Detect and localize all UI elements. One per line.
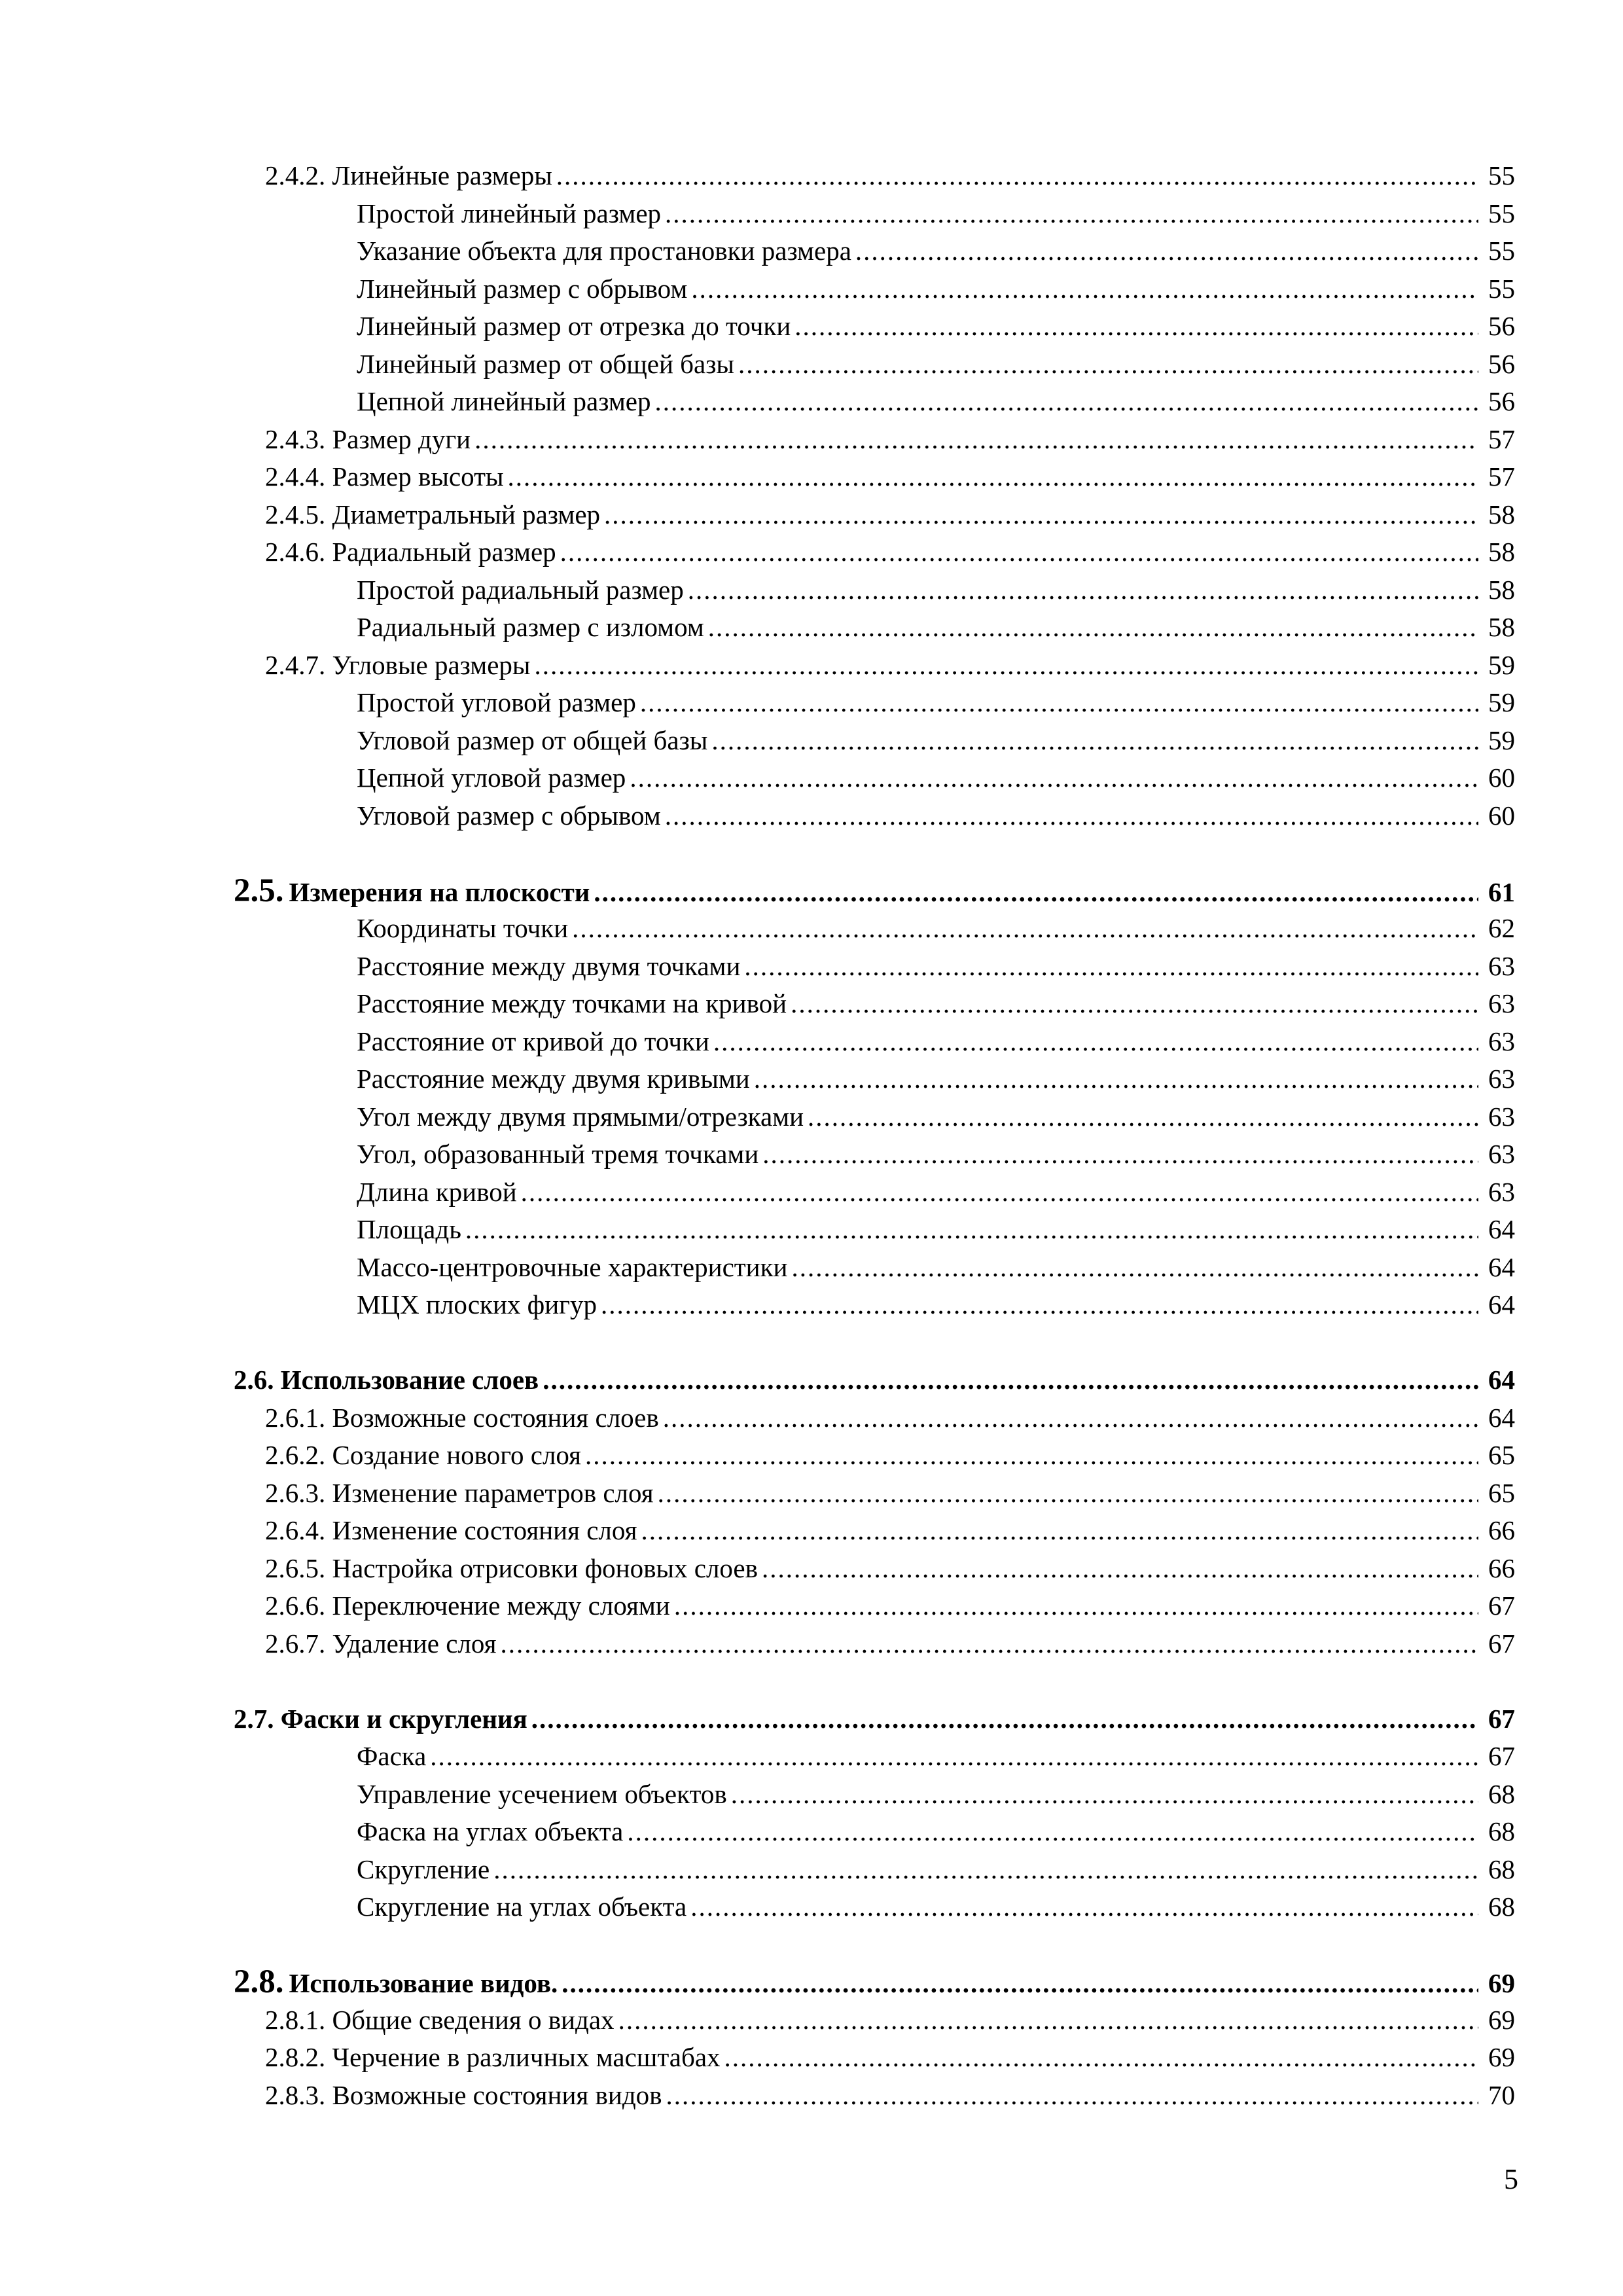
toc-entry-title: Указание объекта для простановки размера <box>357 236 851 266</box>
toc-page-number: 58 <box>1488 574 1515 605</box>
toc-entry-title: Фаска <box>357 1741 427 1771</box>
toc-leader-dots <box>724 2039 1478 2077</box>
toc-leader-dots <box>534 647 1478 685</box>
toc-page-number: 68 <box>1488 1892 1515 1922</box>
toc-entry[interactable] <box>0 1776 1623 1814</box>
toc-entry-title: Угол между двумя прямыми/отрезками <box>357 1101 804 1132</box>
toc-entry-title: Радиальный размер с изломом <box>357 612 704 642</box>
toc-leader-dots <box>744 948 1478 986</box>
toc-page-number: 62 <box>1488 913 1515 943</box>
toc-leader-dots <box>594 874 1478 912</box>
toc-page-number: 67 <box>1488 1741 1515 1771</box>
toc-entry-title: 2.8.3. Возможные состояния видов <box>265 2079 662 2110</box>
toc-leader-dots <box>791 1249 1478 1287</box>
toc-entry[interactable] <box>0 797 1623 835</box>
toc-entry-title: Массо-центровочные характеристики <box>357 1251 788 1282</box>
toc-page-number: 55 <box>1488 160 1515 190</box>
toc-page-number: 56 <box>1488 386 1515 416</box>
toc-entry[interactable] <box>0 270 1623 308</box>
toc-entry[interactable] <box>0 609 1623 647</box>
toc-entry[interactable] <box>0 1174 1623 1211</box>
toc-entry-title: 2.6.1. Возможные состояния слоев <box>265 1402 659 1433</box>
toc-page-number: 65 <box>1488 1477 1515 1508</box>
toc-page-number: 58 <box>1488 499 1515 529</box>
toc-page-number: 64 <box>1488 1214 1515 1244</box>
toc-entry[interactable] <box>0 722 1623 760</box>
toc-entry[interactable] <box>0 759 1623 797</box>
toc-leader-dots <box>640 684 1478 722</box>
toc-leader-dots <box>556 157 1478 195</box>
toc-entry-title: Скругление <box>357 1854 490 1884</box>
toc-section-heading[interactable] <box>0 1700 1623 1738</box>
toc-page-number: 65 <box>1488 1440 1515 1470</box>
toc-entry[interactable] <box>0 346 1623 384</box>
toc-entry[interactable] <box>0 1512 1623 1550</box>
toc-entry[interactable] <box>0 1851 1623 1889</box>
toc-page-number: 56 <box>1488 348 1515 379</box>
toc-leader-dots <box>585 1437 1478 1475</box>
toc-entry[interactable] <box>0 1286 1623 1324</box>
toc-page-number: 57 <box>1488 423 1515 454</box>
toc-leader-dots <box>655 383 1479 421</box>
toc-entry-title: 2.4.7. Угловые размеры <box>265 649 531 680</box>
toc-page-number: 63 <box>1488 1176 1515 1207</box>
toc-entry[interactable] <box>0 948 1623 986</box>
toc-entry-title: Длина кривой <box>357 1176 517 1207</box>
toc-page-number: 70 <box>1488 2079 1515 2110</box>
toc-leader-dots <box>711 722 1478 760</box>
toc-leader-dots <box>665 195 1478 233</box>
toc-leader-dots <box>572 910 1478 948</box>
toc-entry-title: 2.4.6. Радиальный размер <box>265 537 556 567</box>
toc-entry[interactable] <box>0 1249 1623 1287</box>
toc-entry[interactable] <box>0 1437 1623 1475</box>
toc-entry[interactable] <box>0 910 1623 948</box>
toc-entry[interactable] <box>0 1060 1623 1098</box>
toc-entry-title: 2.6.2. Создание нового слоя <box>265 1440 581 1470</box>
toc-entry-title: Координаты точки <box>357 913 569 943</box>
toc-entry-title: Угловой размер от общей базы <box>357 725 708 755</box>
toc-entry-title: 2.6.4. Изменение состояния слоя <box>265 1515 637 1545</box>
toc-entry-title: Линейный размер от отрезка до точки <box>357 311 791 341</box>
toc-leader-dots <box>666 2077 1478 2115</box>
toc-leader-dots <box>808 1098 1478 1136</box>
toc-entry-title: Расстояние между точками на кривой <box>357 988 787 1018</box>
toc-page-number: 60 <box>1488 762 1515 793</box>
toc-leader-dots <box>762 1550 1478 1588</box>
section-spacer <box>0 1662 1623 1700</box>
toc-entry-title: Фаска на углах объекта <box>357 1816 624 1846</box>
toc-entry[interactable] <box>0 1625 1623 1663</box>
toc-entry-title: 2.4.2. Линейные размеры <box>265 160 552 190</box>
toc-leader-dots <box>627 1813 1478 1851</box>
toc-leader-dots <box>855 232 1478 270</box>
section-spacer <box>0 1926 1623 1964</box>
toc-page-number: 64 <box>1488 1251 1515 1282</box>
toc-entry[interactable] <box>0 1888 1623 1926</box>
toc-leader-dots <box>601 1286 1478 1324</box>
toc-entry[interactable] <box>0 1211 1623 1249</box>
toc-leader-dots <box>560 533 1478 571</box>
toc-page-number: 67 <box>1488 1703 1515 1734</box>
toc-entry-title: 2.6.7. Удаление слоя <box>265 1628 497 1659</box>
toc-page-number: 67 <box>1488 1590 1515 1621</box>
toc-entry-title: Расстояние от кривой до точки <box>357 1026 709 1056</box>
toc-entry[interactable] <box>0 1399 1623 1437</box>
toc-entry[interactable] <box>0 308 1623 346</box>
toc-leader-dots <box>665 797 1478 835</box>
toc-page-number: 55 <box>1488 198 1515 228</box>
page-number-footer: 5 <box>1504 2163 1518 2195</box>
toc-leader-dots <box>604 496 1478 534</box>
section-spacer <box>0 1324 1623 1362</box>
toc-page-number: 55 <box>1488 236 1515 266</box>
toc-leader-dots <box>688 571 1478 609</box>
toc-page-number: 67 <box>1488 1628 1515 1659</box>
toc-section-heading[interactable] <box>0 1361 1623 1399</box>
toc-section-heading[interactable] <box>0 872 1623 910</box>
toc-entry-title: Простой линейный размер <box>357 198 662 228</box>
toc-leader-dots <box>794 308 1478 346</box>
table-of-contents <box>0 157 1623 2114</box>
toc-entry[interactable] <box>0 1136 1623 1174</box>
toc-page-number: 61 <box>1488 876 1515 907</box>
toc-entry-title: Расстояние между двумя точками <box>357 950 741 981</box>
toc-entry[interactable] <box>0 1475 1623 1513</box>
toc-page-number: 58 <box>1488 612 1515 642</box>
toc-page-number: 63 <box>1488 950 1515 981</box>
toc-page-number: 63 <box>1488 1026 1515 1056</box>
toc-entry[interactable] <box>0 533 1623 571</box>
toc-entry[interactable] <box>0 647 1623 685</box>
toc-entry-title: 2.6.6. Переключение между слоями <box>265 1590 670 1621</box>
toc-entry-title: 2.8.1. Общие сведения о видах <box>265 2004 615 2035</box>
toc-leader-dots <box>430 1738 1478 1776</box>
toc-entry-title: Простой угловой размер <box>357 687 636 717</box>
toc-section-number: 2.5. <box>234 872 284 909</box>
toc-leader-dots <box>738 346 1478 384</box>
toc-entry[interactable] <box>0 383 1623 421</box>
toc-page-number: 59 <box>1488 725 1515 755</box>
toc-leader-dots <box>500 1625 1478 1663</box>
toc-page-number: 68 <box>1488 1854 1515 1884</box>
toc-leader-dots <box>663 1399 1478 1437</box>
toc-entry-title: Линейный размер от общей базы <box>357 348 734 379</box>
toc-page-number: 64 <box>1488 1365 1515 1395</box>
toc-page-number: 60 <box>1488 800 1515 831</box>
toc-entry-title: 2.8.2. Черчение в различных масштабах <box>265 2042 721 2072</box>
toc-leader-dots <box>658 1475 1478 1513</box>
toc-page-number: 69 <box>1488 2004 1515 2035</box>
toc-entry-title: 2.4.5. Диаметральный размер <box>265 499 601 529</box>
toc-entry-title: Цепной угловой размер <box>357 762 626 793</box>
toc-entry[interactable] <box>0 985 1623 1023</box>
toc-entry-title: Цепной линейный размер <box>357 386 651 416</box>
toc-page-number: 59 <box>1488 649 1515 680</box>
toc-entry-title: 2.4.3. Размер дуги <box>265 423 471 454</box>
toc-section-heading[interactable] <box>0 1964 1623 2001</box>
toc-entry-title: 2.6.3. Изменение параметров слоя <box>265 1477 654 1508</box>
toc-leader-dots <box>713 1023 1478 1061</box>
toc-entry[interactable] <box>0 2001 1623 2039</box>
toc-page-number: 69 <box>1488 1968 1515 1998</box>
toc-leader-dots <box>674 1587 1478 1625</box>
toc-page-number: 59 <box>1488 687 1515 717</box>
toc-page-number: 58 <box>1488 537 1515 567</box>
toc-entry[interactable] <box>0 2077 1623 2115</box>
toc-entry-title: Скругление на углах объекта <box>357 1892 687 1922</box>
toc-page-number: 63 <box>1488 988 1515 1018</box>
toc-leader-dots <box>543 1361 1478 1399</box>
toc-entry-title: МЦХ плоских фигур <box>357 1289 597 1319</box>
toc-leader-dots <box>691 270 1478 308</box>
toc-page-number: 63 <box>1488 1064 1515 1094</box>
toc-page-number: 63 <box>1488 1139 1515 1169</box>
toc-entry[interactable] <box>0 496 1623 534</box>
toc-entry[interactable] <box>0 571 1623 609</box>
toc-leader-dots <box>754 1060 1478 1098</box>
toc-entry[interactable] <box>0 1587 1623 1625</box>
toc-page-number: 64 <box>1488 1402 1515 1433</box>
toc-entry[interactable] <box>0 1550 1623 1588</box>
toc-leader-dots <box>531 1700 1478 1738</box>
toc-leader-dots <box>791 985 1478 1023</box>
toc-entry-title: Управление усечением объектов <box>357 1778 727 1809</box>
toc-entry[interactable] <box>0 195 1623 233</box>
toc-section-title: Использование видов. <box>289 1968 558 1998</box>
toc-leader-dots <box>690 1888 1478 1926</box>
toc-entry[interactable] <box>0 1738 1623 1776</box>
toc-page-number: 66 <box>1488 1552 1515 1583</box>
toc-entry[interactable] <box>0 684 1623 722</box>
toc-entry[interactable] <box>0 421 1623 459</box>
toc-entry-title: Расстояние между двумя кривыми <box>357 1064 750 1094</box>
toc-leader-dots <box>521 1174 1478 1211</box>
toc-page-number: 56 <box>1488 311 1515 341</box>
toc-page-number: 63 <box>1488 1101 1515 1132</box>
toc-leader-dots <box>508 458 1478 496</box>
toc-leader-dots <box>493 1851 1478 1889</box>
toc-section-title: 2.6. Использование слоев <box>234 1365 539 1395</box>
toc-leader-dots <box>708 609 1478 647</box>
section-spacer <box>0 834 1623 872</box>
toc-page-number: 66 <box>1488 1515 1515 1545</box>
toc-entry-title: 2.4.4. Размер высоты <box>265 461 504 492</box>
toc-leader-dots <box>762 1136 1478 1174</box>
toc-leader-dots <box>630 759 1478 797</box>
toc-page-number: 69 <box>1488 2042 1515 2072</box>
toc-entry-title: Простой радиальный размер <box>357 574 684 605</box>
toc-entry[interactable] <box>0 1813 1623 1851</box>
toc-page-number: 55 <box>1488 273 1515 304</box>
toc-leader-dots <box>618 2001 1478 2039</box>
toc-entry[interactable] <box>0 1098 1623 1136</box>
toc-entry-title: Линейный размер с обрывом <box>357 273 688 304</box>
toc-entry[interactable] <box>0 2039 1623 2077</box>
toc-entry-title: Угол, образованный тремя точками <box>357 1139 759 1169</box>
toc-entry[interactable] <box>0 1023 1623 1061</box>
toc-page-number: 68 <box>1488 1816 1515 1846</box>
toc-leader-dots <box>562 1965 1478 2003</box>
toc-page-number: 64 <box>1488 1289 1515 1319</box>
toc-leader-dots <box>465 1211 1478 1249</box>
toc-entry[interactable] <box>0 232 1623 270</box>
toc-entry-title: Угловой размер с обрывом <box>357 800 661 831</box>
toc-page-number: 57 <box>1488 461 1515 492</box>
toc-leader-dots <box>474 421 1478 459</box>
toc-leader-dots <box>641 1512 1478 1550</box>
toc-entry-title: Площадь <box>357 1214 461 1244</box>
toc-entry[interactable] <box>0 458 1623 496</box>
toc-entry-title: 2.6.5. Настройка отрисовки фоновых слоев <box>265 1552 758 1583</box>
toc-section-title: Измерения на плоскости <box>289 876 590 907</box>
toc-section-title: 2.7. Фаски и скругления <box>234 1703 527 1734</box>
toc-entry[interactable] <box>0 157 1623 195</box>
toc-leader-dots <box>731 1776 1478 1814</box>
toc-page-number: 68 <box>1488 1778 1515 1809</box>
toc-section-number: 2.8. <box>234 1964 284 2000</box>
